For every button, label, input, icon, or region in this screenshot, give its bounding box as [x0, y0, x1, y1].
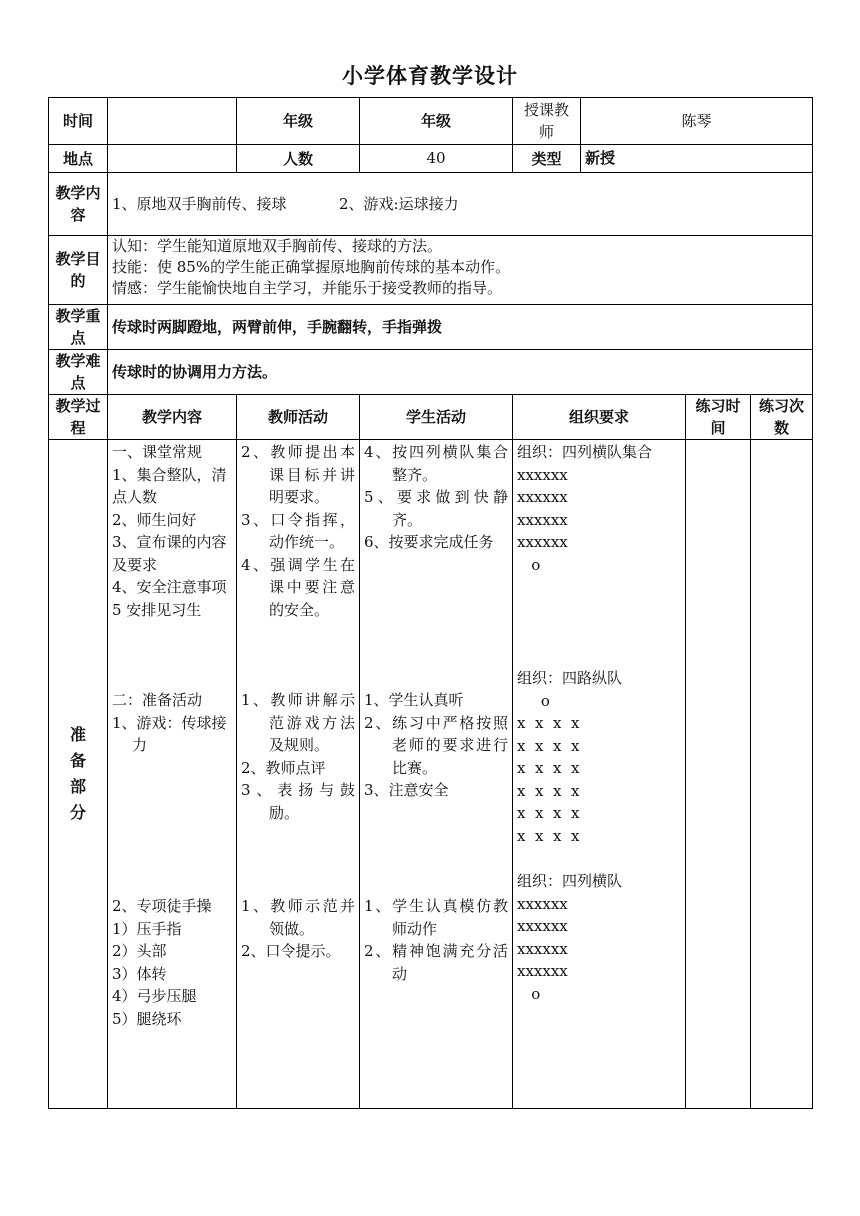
formation-row: xxxxxx — [517, 465, 568, 484]
content-line: 1）压手指 — [112, 919, 182, 938]
col-student-header: 学生活动 — [360, 395, 513, 440]
type-label: 类型 — [513, 145, 581, 173]
teacher-line: 4、强调学生在课中要注意的安全。 — [241, 555, 355, 619]
block2-org — [517, 667, 681, 870]
goal-line: 认知：学生能知道原地双手胸前传、接球的方法。 — [112, 237, 443, 255]
prep-student-cell — [360, 440, 513, 1109]
goal-line: 技能：使 85%的学生能正确掌握原地胸前传球的基本动作。 — [112, 258, 511, 276]
teacher-line: 2、口令提示。 — [241, 942, 341, 960]
block3-student — [364, 895, 508, 985]
formation-row: xxxxxx — [517, 917, 568, 935]
prep-times-cell — [751, 440, 813, 1109]
place-value — [108, 145, 237, 173]
block1-content — [112, 441, 232, 689]
prep-org-cell — [513, 440, 686, 1109]
formation-row: o — [517, 691, 550, 710]
content-line: 3）体转 — [112, 964, 167, 983]
key-label: 教学重点 — [49, 305, 108, 350]
goal-line: 情感：学生能愉快地自主学习，并能乐于接受教师的指导。 — [112, 279, 503, 297]
key-value: 传球时两脚蹬地，两臂前伸，手腕翻转，手指弹拨 — [108, 305, 813, 350]
content-line: 4）弓步压腿 — [112, 987, 197, 1005]
lesson-plan-table — [48, 97, 813, 1109]
teacher-value: 陈琴 — [581, 98, 813, 145]
student-line: 3、注意安全 — [364, 781, 449, 799]
info-row-2 — [49, 145, 813, 173]
teacher-line: 1、教师讲解示范游戏方法及规则。 — [241, 691, 355, 754]
formation-row: x x x x — [517, 759, 580, 777]
col-time-header: 练习时间 — [686, 395, 751, 440]
goals-row — [49, 236, 813, 305]
formation-row: x x x x — [517, 736, 580, 755]
count-value: 40 — [360, 145, 513, 173]
teacher-line: 2、教师点评 — [241, 758, 326, 777]
block1-student — [364, 441, 508, 689]
formation-row: xxxxxx — [517, 939, 568, 958]
formation-row: xxxxxx — [517, 533, 568, 551]
col-teacher-header: 教师活动 — [237, 395, 360, 440]
block2-content — [112, 689, 232, 895]
formation-row: xxxxxx — [517, 488, 568, 506]
content-line: 二：准备活动 — [112, 691, 203, 709]
student-line: 6、按要求完成任务 — [364, 533, 494, 551]
document-title: 小学体育教学设计 — [342, 64, 518, 88]
formation-row: o — [517, 555, 541, 574]
prep-section-row — [49, 440, 813, 1109]
student-line: 5、要求做到快静齐。 — [364, 488, 508, 529]
key-row — [49, 305, 813, 350]
formation-row: o — [517, 984, 541, 1003]
teacher-line: 3、口令指挥，动作统一。 — [241, 510, 355, 551]
org-title: 组织：四列横队 — [517, 872, 623, 890]
grade-value: 年级 — [360, 98, 513, 145]
prep-teacher-cell — [237, 440, 360, 1109]
type-value: 新授 — [581, 145, 813, 173]
content-label: 教学内容 — [49, 173, 108, 236]
formation-row: xxxxxx — [517, 894, 568, 913]
org-title: 组织：四列横队集合 — [517, 443, 653, 461]
time-label: 时间 — [49, 98, 108, 145]
formation-row: xxxxxx — [517, 510, 568, 529]
process-header-row — [49, 395, 813, 440]
content-line: 3、宣布课的内容及要求 — [112, 533, 227, 574]
difficulty-value: 传球时的协调用力方法。 — [108, 350, 813, 395]
content-row — [49, 173, 813, 236]
col-times-header: 练习次数 — [751, 395, 813, 440]
col-org-header: 组织要求 — [513, 395, 686, 440]
content-line: 1、集合整队，清点人数 — [112, 465, 227, 506]
process-label: 教学过程 — [49, 395, 108, 440]
prep-content-cell — [108, 440, 237, 1109]
formation-row: xxxxxx — [517, 962, 568, 980]
time-value — [108, 98, 237, 145]
block1-teacher — [241, 441, 355, 689]
block1-org — [517, 441, 681, 667]
student-line: 2、精神饱满充分活动 — [364, 942, 508, 983]
formation-row: x x x x — [517, 714, 580, 732]
content-line: 一、课堂常规 — [112, 443, 203, 461]
content-line: 2、师生问好 — [112, 510, 197, 529]
content-line: 4、安全注意事项 — [112, 578, 227, 596]
goals-value — [108, 236, 813, 305]
section-label-text: 准备部分 — [69, 725, 86, 822]
content-line: 1、游戏：传球接力 — [112, 713, 227, 754]
content-line: 5 安排见习生 — [112, 600, 202, 619]
info-row-1 — [49, 98, 813, 145]
block3-content — [112, 895, 232, 1030]
student-line: 2、练习中严格按照老师的要求进行比赛。 — [364, 713, 508, 777]
formation-row: x x x x — [517, 781, 580, 800]
content-line: 2）头部 — [112, 942, 167, 960]
student-line: 1、学生认真模仿教师动作 — [364, 897, 508, 938]
content-value: 1、原地双手胸前传、接球 2、游戏:运球接力 — [108, 173, 813, 236]
block3-org — [517, 870, 681, 1005]
block2-teacher — [241, 689, 355, 895]
student-line: 1、学生认真听 — [364, 691, 464, 709]
teacher-label: 授课教师 — [513, 98, 581, 145]
content-line: 5）腿绕环 — [112, 1009, 182, 1028]
difficulty-label: 教学难点 — [49, 350, 108, 395]
block3-teacher — [241, 895, 355, 963]
count-label: 人数 — [237, 145, 360, 173]
formation-row: x x x x — [517, 826, 580, 845]
difficulty-row — [49, 350, 813, 395]
grade-label: 年级 — [237, 98, 360, 145]
content-line: 2、专项徒手操 — [112, 897, 212, 915]
org-title: 组织：四路纵队 — [517, 669, 623, 687]
section-label — [49, 440, 108, 1109]
student-line: 4、按四列横队集合整齐。 — [364, 443, 508, 484]
teacher-line: 1、教师示范并领做。 — [241, 897, 355, 938]
teacher-line: 3、表扬与鼓励。 — [241, 781, 355, 822]
place-label: 地点 — [49, 145, 108, 173]
prep-time-cell — [686, 440, 751, 1109]
goals-label: 教学目的 — [49, 236, 108, 305]
formation-row: x x x x — [517, 804, 580, 822]
block2-student — [364, 689, 508, 895]
col-content-header: 教学内容 — [108, 395, 237, 440]
teacher-line: 2、教师提出本课目标并讲明要求。 — [241, 443, 355, 506]
